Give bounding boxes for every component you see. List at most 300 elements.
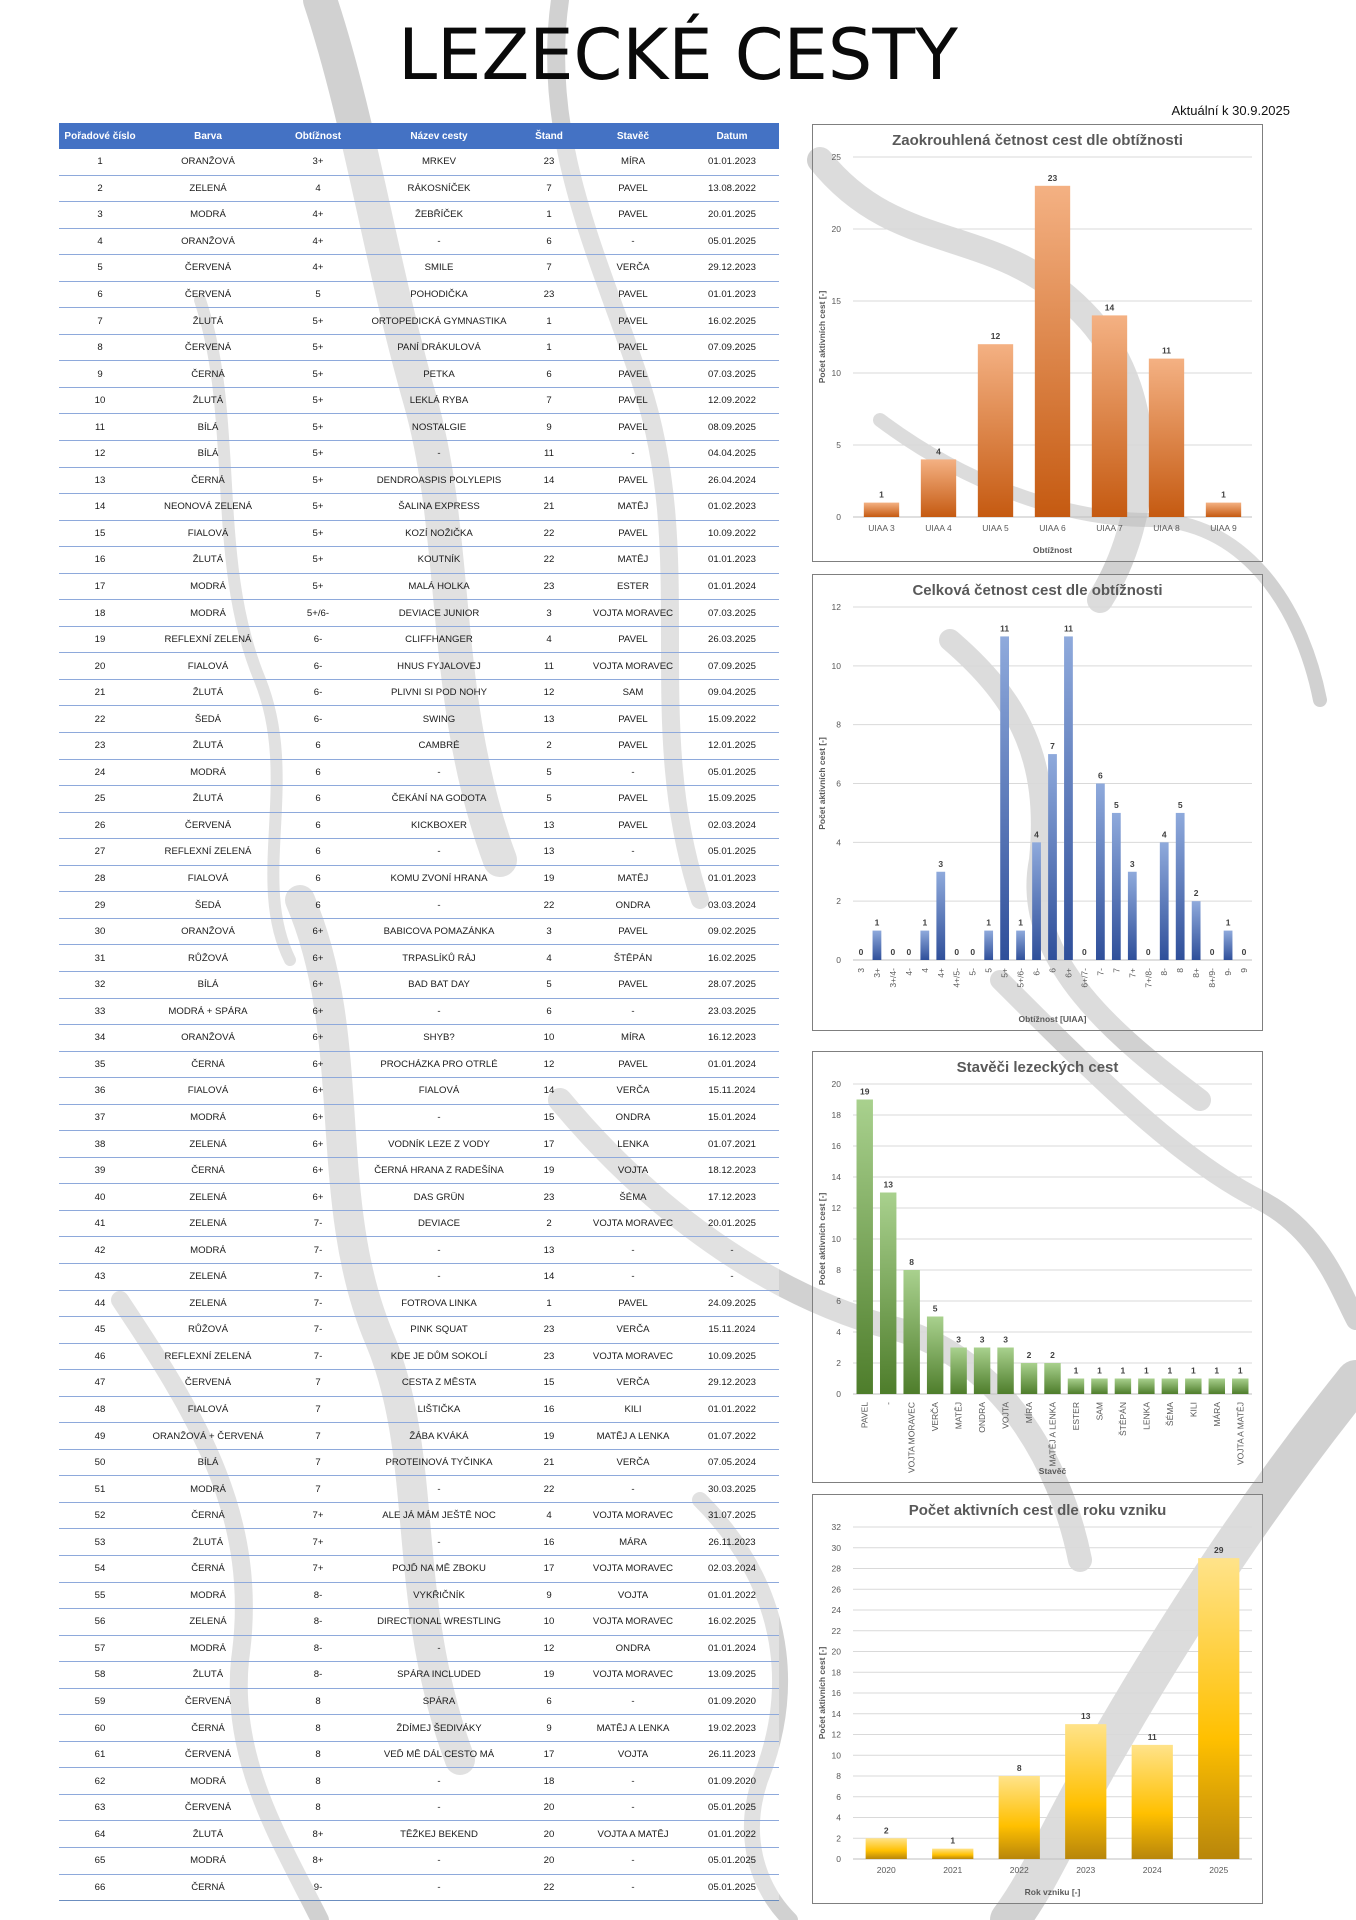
cell-route-name: SPÁRA: [361, 1688, 517, 1715]
bar: [936, 872, 945, 960]
chart-difficulty-rounded: [812, 124, 1263, 562]
bar: [1232, 1379, 1248, 1395]
bar: [974, 1348, 990, 1395]
cell-date: 20.01.2025: [685, 202, 779, 229]
cell-setter: -: [581, 1874, 685, 1901]
cell-order: 5: [59, 255, 141, 282]
cell-order: 6: [59, 281, 141, 308]
cell-order: 40: [59, 1184, 141, 1211]
cell-date: 04.04.2025: [685, 441, 779, 468]
cell-stand: 1: [517, 334, 581, 361]
cell-stand: 21: [517, 494, 581, 521]
cell-date: 07.09.2025: [685, 334, 779, 361]
x-tick-label: 2024: [1142, 1865, 1162, 1875]
x-tick-label: VOJTA MORAVEC: [906, 1402, 917, 1474]
cell-date: 29.12.2023: [685, 255, 779, 282]
x-tick-label: 5+/6-: [1015, 968, 1026, 988]
table-row: [59, 1131, 779, 1158]
column-header-stand: Štand: [517, 123, 581, 149]
x-tick-label: 8-: [1159, 968, 1170, 976]
table-row: [59, 334, 779, 361]
cell-route-name: DENDROASPIS POLYLEPIS: [361, 467, 517, 494]
bar: [1132, 1745, 1173, 1859]
y-tick-label: 5: [836, 440, 841, 450]
cell-setter: -: [581, 228, 685, 255]
data-label: 29: [1214, 1545, 1224, 1556]
cell-difficulty: 6: [275, 812, 361, 839]
table-row: [59, 1263, 779, 1290]
cell-route-name: -: [361, 1635, 517, 1662]
cell-order: 22: [59, 706, 141, 733]
column-header-date: Datum: [685, 123, 779, 149]
cell-setter: -: [581, 1476, 685, 1503]
y-tick-label: 4: [836, 1327, 841, 1337]
table-header-row: [59, 123, 779, 149]
cell-order: 8: [59, 334, 141, 361]
cell-difficulty: 7: [275, 1449, 361, 1476]
cell-route-name: HNUS FYJALOVEJ: [361, 653, 517, 680]
cell-date: 01.09.2020: [685, 1688, 779, 1715]
cell-order: 34: [59, 1025, 141, 1052]
y-tick-label: 16: [831, 1688, 841, 1698]
data-label: 0: [1082, 947, 1087, 957]
cell-stand: 1: [517, 1290, 581, 1317]
cell-route-name: ALE JÁ MÁM JEŠTĚ NOC: [361, 1502, 517, 1529]
cell-setter: VOJTA MORAVEC: [581, 1555, 685, 1582]
column-header-order: Pořadové číslo: [59, 123, 141, 149]
cell-color: MODRÁ: [141, 759, 275, 786]
cell-route-name: -: [361, 1794, 517, 1821]
cell-difficulty: 7-: [275, 1237, 361, 1264]
cell-date: 01.01.2023: [685, 281, 779, 308]
x-axis-label: Rok vzniku [-]: [1024, 1887, 1081, 1897]
cell-setter: LENKA: [581, 1131, 685, 1158]
cell-difficulty: 5+: [275, 414, 361, 441]
data-label: 1: [1097, 1365, 1102, 1376]
cell-route-name: FIALOVÁ: [361, 1078, 517, 1105]
cell-stand: 7: [517, 255, 581, 282]
cell-route-name: CLIFFHANGER: [361, 626, 517, 653]
cell-stand: 14: [517, 1078, 581, 1105]
cell-stand: 22: [517, 520, 581, 547]
y-tick-label: 12: [831, 1203, 841, 1213]
cell-route-name: -: [361, 1237, 517, 1264]
y-axis-label: Počet aktivních cest [-]: [817, 1192, 827, 1286]
cell-date: 19.02.2023: [685, 1715, 779, 1742]
y-tick-label: 8: [836, 1265, 841, 1275]
cell-difficulty: 6+: [275, 1025, 361, 1052]
cell-setter: PAVEL: [581, 918, 685, 945]
cell-stand: 14: [517, 1263, 581, 1290]
cell-stand: 4: [517, 945, 581, 972]
x-tick-label: KILI: [1188, 1402, 1199, 1418]
cell-setter: PAVEL: [581, 175, 685, 202]
cell-color: ZELENÁ: [141, 1210, 275, 1237]
x-tick-label: -: [883, 1402, 894, 1405]
cell-date: 07.05.2024: [685, 1449, 779, 1476]
cell-date: 12.09.2022: [685, 387, 779, 414]
y-axis-label: Počet aktivních cest [-]: [817, 737, 827, 830]
cell-date: 01.09.2020: [685, 1768, 779, 1795]
cell-date: 30.03.2025: [685, 1476, 779, 1503]
cell-order: 7: [59, 308, 141, 335]
table-row: [59, 467, 779, 494]
cell-setter: VOJTA: [581, 1741, 685, 1768]
y-tick-label: 10: [831, 1234, 841, 1244]
cell-color: ČERNÁ: [141, 1874, 275, 1901]
cell-color: MODRÁ: [141, 1768, 275, 1795]
cell-color: ZELENÁ: [141, 1609, 275, 1636]
cell-stand: 15: [517, 1104, 581, 1131]
cell-order: 24: [59, 759, 141, 786]
cell-order: 28: [59, 865, 141, 892]
cell-date: 02.03.2024: [685, 1555, 779, 1582]
x-tick-label: 2022: [1009, 1865, 1029, 1875]
x-tick-label: 3: [855, 968, 866, 973]
y-tick-label: 10: [831, 1750, 841, 1761]
cell-color: ŽLUTÁ: [141, 1529, 275, 1556]
cell-setter: VOJTA MORAVEC: [581, 1502, 685, 1529]
cell-stand: 12: [517, 1635, 581, 1662]
cell-difficulty: 6-: [275, 626, 361, 653]
cell-color: ŽLUTÁ: [141, 547, 275, 574]
column-header-route-name: Název cesty: [361, 123, 517, 149]
y-tick-label: 12: [831, 602, 841, 612]
cell-difficulty: 7-: [275, 1290, 361, 1317]
chart-route-setters: [812, 1051, 1263, 1483]
cell-order: 61: [59, 1741, 141, 1768]
column-header-setter: Stavěč: [581, 123, 685, 149]
cell-route-name: ORTOPEDICKÁ GYMNASTIKA: [361, 308, 517, 335]
cell-setter: VOJTA MORAVEC: [581, 1210, 685, 1237]
cell-setter: VOJTA MORAVEC: [581, 600, 685, 627]
bar: [1064, 636, 1073, 960]
cell-route-name: SHYB?: [361, 1025, 517, 1052]
table-row: [59, 892, 779, 919]
data-label: 1: [1214, 1365, 1220, 1376]
cell-setter: MATĚJ: [581, 547, 685, 574]
cell-date: 05.01.2025: [685, 1848, 779, 1875]
cell-color: MODRÁ: [141, 1848, 275, 1875]
data-label: 2: [1026, 1350, 1032, 1360]
bar: [984, 931, 993, 960]
cell-order: 49: [59, 1423, 141, 1450]
cell-setter: PAVEL: [581, 971, 685, 998]
cell-difficulty: 7+: [275, 1555, 361, 1582]
cell-setter: -: [581, 1263, 685, 1290]
cell-color: MODRÁ: [141, 600, 275, 627]
x-tick-label: ŠÉMA: [1164, 1402, 1175, 1427]
cell-difficulty: 7: [275, 1370, 361, 1397]
cell-difficulty: 7-: [275, 1210, 361, 1237]
x-tick-label: VOJTA A MATĚJ: [1235, 1402, 1246, 1465]
bar: [1096, 784, 1105, 961]
bar: [1176, 813, 1185, 960]
table-row: [59, 1741, 779, 1768]
cell-stand: 23: [517, 1343, 581, 1370]
cell-order: 23: [59, 733, 141, 760]
bar: [1115, 1379, 1131, 1395]
cell-color: FIALOVÁ: [141, 653, 275, 680]
x-axis-label: Stavěč: [1038, 1466, 1067, 1476]
cell-date: 12.01.2025: [685, 733, 779, 760]
bar: [1035, 186, 1070, 517]
bar: [1162, 1379, 1178, 1395]
y-tick-label: 14: [831, 1172, 841, 1182]
table-row: [59, 149, 779, 175]
cell-color: ČERVENÁ: [141, 812, 275, 839]
cell-color: ORANŽOVÁ + ČERVENÁ: [141, 1423, 275, 1450]
cell-date: -: [685, 1237, 779, 1264]
table-row: [59, 308, 779, 335]
cell-date: 28.07.2025: [685, 971, 779, 998]
cell-order: 35: [59, 1051, 141, 1078]
data-label: 5: [1113, 799, 1119, 810]
cell-route-name: PLIVNI SI POD NOHY: [361, 679, 517, 706]
bar: [1068, 1379, 1084, 1395]
cell-stand: 19: [517, 865, 581, 892]
cell-color: BÍLÁ: [141, 441, 275, 468]
bar: [1065, 1724, 1106, 1859]
data-label: 1: [1018, 917, 1023, 928]
cell-stand: 13: [517, 1237, 581, 1264]
cell-difficulty: 7-: [275, 1317, 361, 1344]
cell-date: 01.01.2022: [685, 1396, 779, 1423]
cell-color: ŽLUTÁ: [141, 733, 275, 760]
data-label: 11: [1000, 623, 1010, 634]
cell-date: 16.02.2025: [685, 1609, 779, 1636]
cell-difficulty: 6+: [275, 1157, 361, 1184]
data-label: 8: [909, 1257, 915, 1267]
table-row: [59, 945, 779, 972]
cell-order: 29: [59, 892, 141, 919]
x-tick-label: 2025: [1209, 1865, 1229, 1875]
cell-setter: ESTER: [581, 573, 685, 600]
cell-setter: ONDRA: [581, 892, 685, 919]
data-label: 0: [1209, 947, 1215, 957]
table-row: [59, 1529, 779, 1556]
cell-route-name: -: [361, 441, 517, 468]
y-tick-label: 10: [831, 660, 841, 671]
cell-order: 4: [59, 228, 141, 255]
cell-difficulty: 5+/6-: [275, 600, 361, 627]
bar: [1016, 931, 1025, 960]
table-row: [59, 494, 779, 521]
cell-stand: 9: [517, 414, 581, 441]
cell-date: 17.12.2023: [685, 1184, 779, 1211]
cell-order: 12: [59, 441, 141, 468]
cell-color: ČERVENÁ: [141, 1370, 275, 1397]
y-tick-label: 0: [836, 512, 841, 522]
cell-setter: PAVEL: [581, 467, 685, 494]
cell-date: 09.04.2025: [685, 679, 779, 706]
bar: [1160, 842, 1169, 960]
cell-route-name: RÁKOSNÍČEK: [361, 175, 517, 202]
cell-difficulty: 6+: [275, 1078, 361, 1105]
cell-stand: 23: [517, 149, 581, 175]
cell-route-name: -: [361, 1874, 517, 1901]
cell-stand: 17: [517, 1555, 581, 1582]
data-label: 1: [1190, 1365, 1196, 1376]
table-row: [59, 733, 779, 760]
cell-stand: 16: [517, 1529, 581, 1556]
cell-route-name: -: [361, 998, 517, 1025]
table-row: [59, 1051, 779, 1078]
cell-order: 38: [59, 1131, 141, 1158]
cell-stand: 10: [517, 1609, 581, 1636]
x-tick-label: SAM: [1094, 1402, 1105, 1421]
y-tick-label: 0: [836, 1389, 841, 1399]
x-tick-label: 7+/8-: [1143, 968, 1154, 988]
cell-difficulty: 7+: [275, 1529, 361, 1556]
cell-date: 29.12.2023: [685, 1370, 779, 1397]
cell-order: 25: [59, 786, 141, 813]
cell-date: 01.02.2023: [685, 494, 779, 521]
cell-color: REFLEXNÍ ZELENÁ: [141, 626, 275, 653]
bar: [903, 1270, 919, 1394]
data-label: 7: [1050, 741, 1055, 752]
y-tick-label: 30: [831, 1542, 841, 1553]
x-tick-label: ESTER: [1070, 1402, 1081, 1431]
cell-route-name: DIRECTIONAL WRESTLING: [361, 1609, 517, 1636]
cell-stand: 15: [517, 1370, 581, 1397]
cell-date: 16.02.2025: [685, 945, 779, 972]
cell-order: 39: [59, 1157, 141, 1184]
cell-date: 26.04.2024: [685, 467, 779, 494]
cell-color: ORANŽOVÁ: [141, 918, 275, 945]
cell-setter: PAVEL: [581, 334, 685, 361]
x-tick-label: UIAA 4: [925, 523, 952, 533]
cell-stand: 5: [517, 786, 581, 813]
cell-order: 48: [59, 1396, 141, 1423]
cell-difficulty: 6-: [275, 706, 361, 733]
cell-color: ČERVENÁ: [141, 334, 275, 361]
cell-route-name: LEKLÁ RYBA: [361, 387, 517, 414]
cell-date: 07.03.2025: [685, 361, 779, 388]
cell-difficulty: 6: [275, 759, 361, 786]
cell-color: MODRÁ: [141, 202, 275, 229]
cell-route-name: SPÁRA INCLUDED: [361, 1662, 517, 1689]
cell-stand: 14: [517, 467, 581, 494]
cell-stand: 23: [517, 1317, 581, 1344]
bar: [1021, 1363, 1037, 1394]
x-tick-label: 8+/9-: [1207, 968, 1218, 988]
table-row: [59, 918, 779, 945]
table-row: [59, 547, 779, 574]
x-tick-label: 9: [1239, 968, 1250, 973]
cell-order: 13: [59, 467, 141, 494]
cell-setter: VOJTA MORAVEC: [581, 1609, 685, 1636]
y-tick-label: 14: [831, 1708, 841, 1719]
data-label: 0: [954, 947, 960, 957]
cell-difficulty: 9-: [275, 1874, 361, 1901]
table-row: [59, 281, 779, 308]
bar: [997, 1348, 1013, 1395]
cell-difficulty: 6-: [275, 653, 361, 680]
data-label: 2: [1050, 1350, 1055, 1360]
data-label: 1: [986, 917, 992, 928]
cell-route-name: -: [361, 228, 517, 255]
data-label: 0: [1145, 947, 1151, 957]
cell-date: 07.09.2025: [685, 653, 779, 680]
cell-setter: PAVEL: [581, 202, 685, 229]
cell-difficulty: 6: [275, 786, 361, 813]
cell-difficulty: 8-: [275, 1635, 361, 1662]
cell-order: 47: [59, 1370, 141, 1397]
cell-difficulty: 7-: [275, 1343, 361, 1370]
cell-setter: -: [581, 1848, 685, 1875]
cell-date: 03.03.2024: [685, 892, 779, 919]
cell-date: 01.01.2023: [685, 149, 779, 175]
cell-order: 43: [59, 1263, 141, 1290]
data-label: 3: [979, 1334, 985, 1345]
y-tick-label: 26: [831, 1584, 841, 1595]
cell-order: 44: [59, 1290, 141, 1317]
data-label: 2: [883, 1825, 889, 1836]
cell-date: 01.01.2022: [685, 1582, 779, 1609]
cell-stand: 10: [517, 1025, 581, 1052]
x-tick-label: 5+: [999, 968, 1010, 978]
cell-date: 05.01.2025: [685, 1794, 779, 1821]
cell-date: 16.02.2025: [685, 308, 779, 335]
cell-date: 15.11.2024: [685, 1078, 779, 1105]
cell-stand: 20: [517, 1848, 581, 1875]
cell-setter: ŠTĚPÁN: [581, 945, 685, 972]
cell-color: RŮŽOVÁ: [141, 945, 275, 972]
table-row: [59, 1555, 779, 1582]
cell-setter: PAVEL: [581, 1290, 685, 1317]
cell-color: ČERVENÁ: [141, 255, 275, 282]
cell-setter: -: [581, 998, 685, 1025]
bar: [1192, 901, 1201, 960]
table-row: [59, 865, 779, 892]
cell-setter: -: [581, 1688, 685, 1715]
cell-color: FIALOVÁ: [141, 1396, 275, 1423]
cell-setter: PAVEL: [581, 626, 685, 653]
table-row: [59, 1476, 779, 1503]
cell-route-name: TĚŽKEJ BEKEND: [361, 1821, 517, 1848]
cell-stand: 3: [517, 918, 581, 945]
cell-route-name: -: [361, 839, 517, 866]
y-tick-label: 15: [831, 296, 841, 306]
cell-route-name: PROCHÁZKA PRO OTRLÉ: [361, 1051, 517, 1078]
table-row: [59, 653, 779, 680]
cell-stand: 16: [517, 1396, 581, 1423]
cell-route-name: -: [361, 1529, 517, 1556]
table-row: [59, 414, 779, 441]
data-label: 0: [890, 947, 896, 957]
data-label: 1: [1144, 1365, 1149, 1376]
table-row: [59, 255, 779, 282]
cell-route-name: -: [361, 1263, 517, 1290]
cell-stand: 22: [517, 1874, 581, 1901]
table-row: [59, 1688, 779, 1715]
y-axis-label: Počet aktivních cest [-]: [817, 290, 827, 384]
cell-order: 62: [59, 1768, 141, 1795]
cell-stand: 19: [517, 1157, 581, 1184]
cell-order: 58: [59, 1662, 141, 1689]
cell-stand: 1: [517, 202, 581, 229]
x-tick-label: 6-: [1031, 968, 1042, 976]
cell-date: 01.01.2023: [685, 547, 779, 574]
cell-date: 01.01.2024: [685, 1051, 779, 1078]
cell-color: ŠEDÁ: [141, 706, 275, 733]
cell-stand: 23: [517, 1184, 581, 1211]
x-tick-label: MATĚJ: [953, 1402, 964, 1430]
cell-route-name: MALÁ HOLKA: [361, 573, 517, 600]
x-tick-label: VERČA: [930, 1402, 941, 1432]
table-row: [59, 786, 779, 813]
